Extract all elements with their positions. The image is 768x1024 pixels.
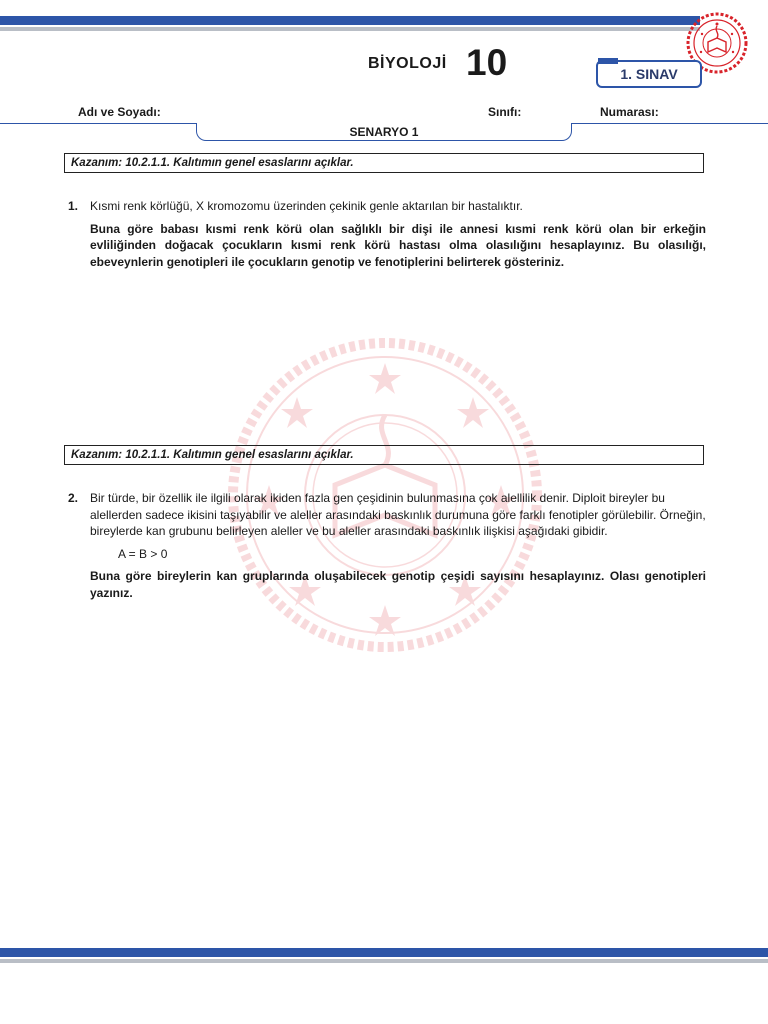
question-task: Buna göre bireylerin kan gruplarında oluşabilecek genotip çeşidi sayısını hesaplayınız. Olası genotipleri yazınız. — [90, 569, 706, 600]
exam-badge: 1. SINAV — [596, 60, 702, 88]
name-label: Adı ve Soyadı: — [78, 105, 161, 119]
subject-title: BİYOLOJİ — [368, 55, 447, 72]
kazanim-box-2: Kazanım: 10.2.1.1. Kalıtımın genel esaslarını açıklar. — [64, 445, 704, 465]
grade-number: 10 — [466, 42, 508, 83]
exam-badge-tab — [598, 58, 618, 64]
question-2 — [68, 490, 706, 601]
bottom-blue-bar — [0, 948, 768, 957]
question-task: Buna göre babası kısmi renk körü olan sağlıklı bir dişi ile annesi kısmi renk körü olan bir erkeğin evliliğinden doğacak çocukların kısmi renk körü hastası olma olasılığını hesaplayınız. Bu olasılığı, ebeveynlerin genotipleri ile çocukların genotip ve fenotiplerini belirterek gösteriniz. — [90, 221, 706, 269]
kazanim-box-1: Kazanım: 10.2.1.1. Kalıtımın genel esaslarını açıklar. — [64, 153, 704, 173]
allele-dominance-formula: A = B > 0 — [118, 546, 168, 561]
question-intro: Bir türde, bir özellik ile ilgili olarak ikiden fazla gen çeşidinin bulunmasına çok alellilik denir. Diploit bireyler bu alellerden sadece ikisini taşıyabilir ve aleller arasındaki baskınlık durumuna göre farklı fenotipler görülebilir. Örneğin, bireylerde kan grubunu belirleyen aleller ve bu aleller arasındaki baskınlık ilişkisi aşağıdaki gibidir. — [90, 491, 706, 538]
number-label: Numarası: — [600, 105, 659, 119]
top-blue-bar — [0, 16, 700, 25]
bottom-gray-bar — [0, 959, 768, 963]
question-1 — [68, 198, 706, 270]
question-number: 2. — [68, 491, 79, 505]
scenario-title: SENARYO 1 — [196, 123, 572, 141]
top-gray-bar — [0, 27, 700, 31]
class-label: Sınıfı: — [488, 105, 522, 119]
question-number: 1. — [68, 199, 79, 213]
question-intro: Kısmi renk körlüğü, X kromozomu üzerinden çekinik genle aktarılan bir hastalıktır. — [90, 199, 523, 213]
